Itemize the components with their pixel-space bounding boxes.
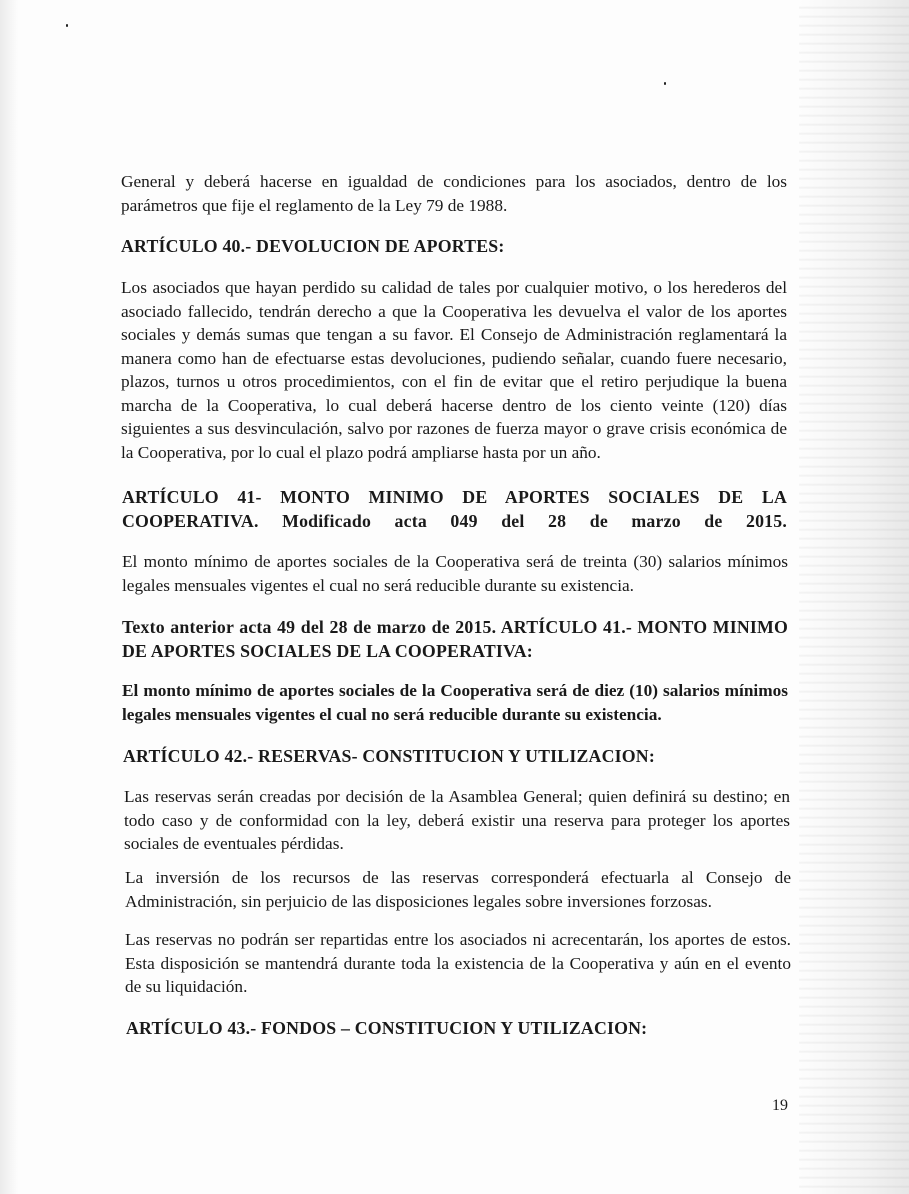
scan-edge-shadow — [799, 0, 909, 1194]
article-41-previous-body: El monto mínimo de aportes sociales de la Cooperativa será de diez (10) salarios mínimos legales mensuales vigentes el cual no será reducible durante su existencia. — [122, 681, 788, 724]
scan-edge-left-shadow — [0, 0, 18, 1194]
article-42-body-2: La inversión de los recursos de las reservas corresponderá efectuarla al Consejo de Administración, sin perjuicio de las disposiciones legales sobre inversiones forzosas. — [125, 868, 791, 911]
page-number: 19 — [772, 1097, 788, 1114]
article-41-heading — [122, 486, 787, 533]
article-42-body-3: Las reservas no podrán ser repartidas entre los asociados ni acrecentarán, los aportes de estos. Esta disposición se mantendrá durante toda la existencia de la Cooperativa y aún en el evento de su liquidación. — [125, 930, 791, 996]
article-41-body: El monto mínimo de aportes sociales de la Cooperativa será de treinta (30) salarios mínimos legales mensuales vigentes el cual no será reducible durante su existencia. — [122, 552, 788, 595]
article-43-heading: ARTÍCULO 43.- FONDOS – CONSTITUCION Y UTILIZACION: — [126, 1018, 648, 1038]
scan-speck — [664, 82, 666, 85]
article-42-body-1: Las reservas serán creadas por decisión de la Asamblea General; quien definirá su destino; en todo caso y de conformidad con la ley, deberá existir una reserva para proteger los aportes sociales de eventuales pérdidas. — [124, 787, 790, 853]
scan-speck — [66, 24, 68, 27]
article-42-heading: ARTÍCULO 42.- RESERVAS- CONSTITUCION Y UTILIZACION: — [123, 746, 655, 766]
article-40-body: Los asociados que hayan perdido su calidad de tales por cualquier motivo, o los herederos del asociado fallecido, tendrán derecho a que la Cooperativa les devuelva el valor de los aportes sociales y demás sumas que tengan a su favor. El Consejo de Administración reglamentará la manera como han de efectuarse estas devoluciones, pudiendo señalar, cuando fuere necesario, plazos, turnos u otros procedimientos, con el fin de evitar que el retiro perjudique la buena marcha de la Cooperativa, lo cual deberá hacerse dentro de los ciento veinte (120) días siguientes a sus desvinculación, salvo por razones de fuerza mayor o grave crisis económica de la Cooperativa, por lo cual el plazo podrá ampliarse hasta por un año. — [121, 278, 787, 462]
article-40-heading: ARTÍCULO 40.- DEVOLUCION DE APORTES: — [121, 236, 505, 256]
paragraph-continuation: General y deberá hacerse en igualdad de condiciones para los asociados, dentro de los parámetros que fije el reglamento de la Ley 79 de 1988. — [121, 172, 787, 215]
article-41-previous-heading: Texto anterior acta 49 del 28 de marzo de 2015. ARTÍCULO 41.- MONTO MINIMO DE APORTES SOCIALES DE LA COOPERATIVA: — [122, 617, 788, 661]
article-41-heading-text: ARTÍCULO 41- MONTO MINIMO DE APORTES SOCIALES DE LA COOPERATIVA. Modificado acta 049 del 28 de marzo de 2015. — [122, 487, 787, 531]
